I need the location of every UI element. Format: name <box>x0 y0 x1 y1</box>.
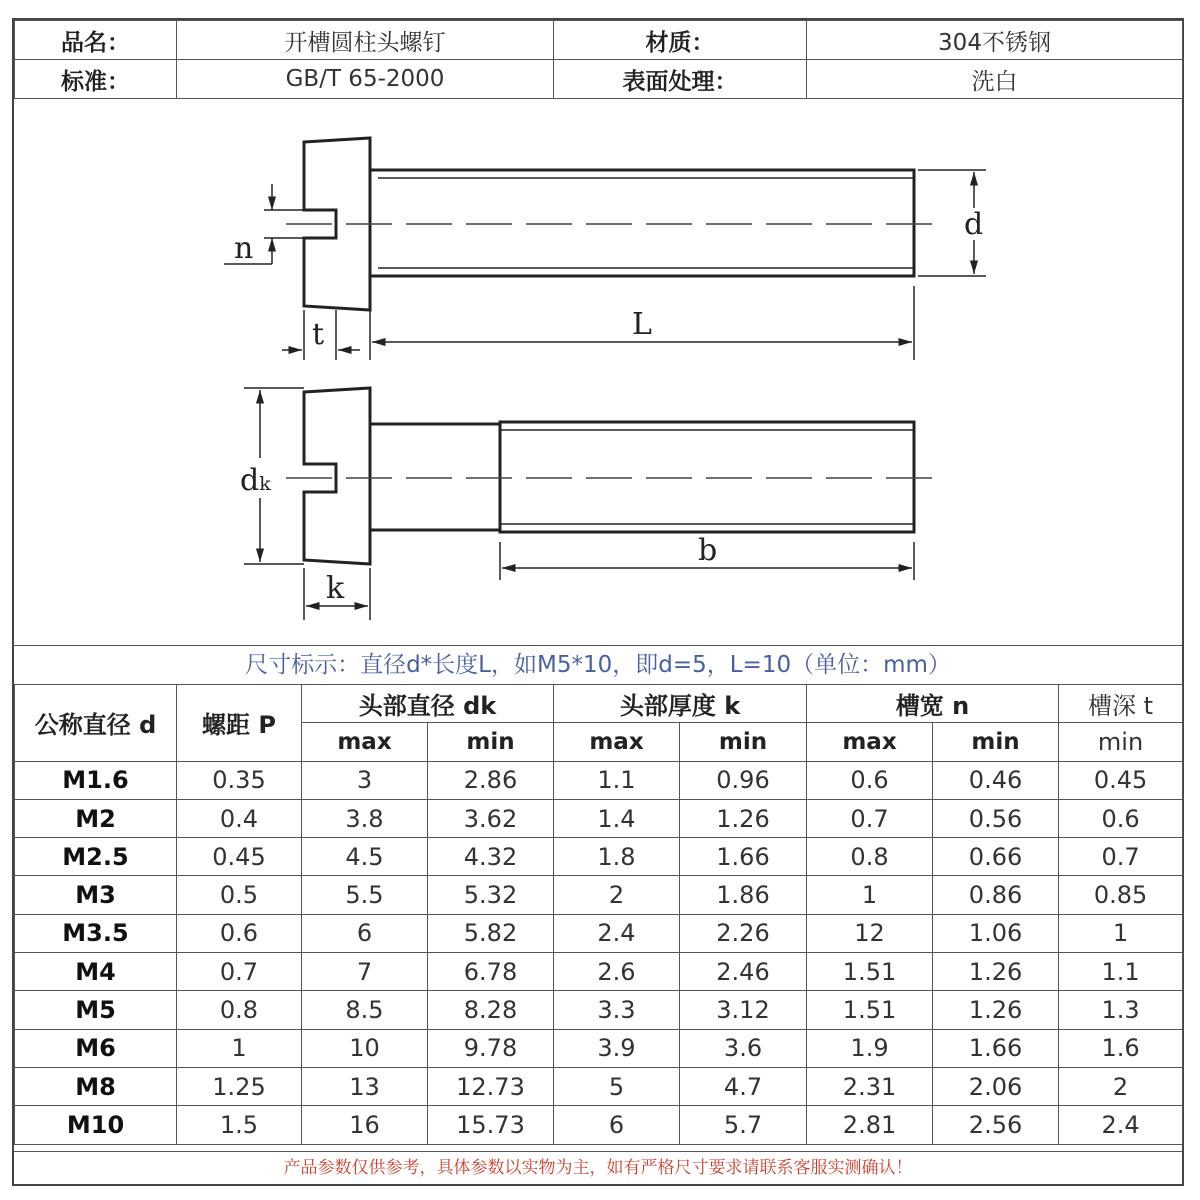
cell: 2.4 <box>554 914 680 952</box>
cell: 0.7 <box>1059 838 1183 876</box>
cell: 5.7 <box>680 1106 807 1144</box>
cell: 15.73 <box>428 1106 554 1144</box>
cell: 1.9 <box>807 1029 933 1067</box>
cell-size: M3 <box>15 876 177 914</box>
dim-t-L <box>282 286 914 360</box>
cell: 0.46 <box>933 761 1059 799</box>
cell-size: M2.5 <box>15 838 177 876</box>
cell: 2.6 <box>554 953 680 991</box>
cell: 6 <box>554 1106 680 1144</box>
threaded-section <box>500 422 914 532</box>
cell: 0.4 <box>177 799 302 837</box>
disclaimer-footer: 产品参数仅供参考，具体参数以实物为主，如有严格尺寸要求请联系客服实测确认！ <box>14 1151 1182 1184</box>
spec-sheet <box>12 18 1184 1186</box>
header-k: 头部厚度 k <box>554 685 807 723</box>
subheader-dk-min: min <box>428 723 554 761</box>
label-L: L <box>632 307 652 342</box>
cell-size: M4 <box>15 953 177 991</box>
table-row <box>15 914 1183 952</box>
table-row <box>15 1029 1183 1067</box>
cell: 5.82 <box>428 914 554 952</box>
cell: 0.8 <box>807 838 933 876</box>
cell: 5.5 <box>302 876 428 914</box>
label-k: k <box>326 571 345 606</box>
cell: 7 <box>302 953 428 991</box>
header-pitch: 螺距 P <box>177 685 302 762</box>
cell: 0.66 <box>933 838 1059 876</box>
table-row <box>15 761 1183 799</box>
dimension-note: 尺寸标示：直径d*长度L，如M5*10，即d=5，L=10（单位：mm） <box>245 652 951 678</box>
cell: 0.6 <box>807 761 933 799</box>
cell-size: M8 <box>15 1067 177 1105</box>
table-row <box>15 953 1183 991</box>
cell: 2.81 <box>807 1106 933 1144</box>
label-d: d <box>964 207 984 242</box>
surface-label: 表面处理： <box>554 60 807 99</box>
cell: 0.35 <box>177 761 302 799</box>
cell-size: M1.6 <box>15 761 177 799</box>
material-label: 材质： <box>554 21 807 60</box>
info-row <box>15 60 1183 99</box>
cell: 1 <box>807 876 933 914</box>
cell: 0.85 <box>1059 876 1183 914</box>
cell-size: M2 <box>15 799 177 837</box>
table-row <box>15 799 1183 837</box>
cell: 1.3 <box>1059 991 1183 1029</box>
cell: 1.26 <box>933 991 1059 1029</box>
cell: 6.78 <box>428 953 554 991</box>
cell-size: M6 <box>15 1029 177 1067</box>
label-n: n <box>234 231 254 266</box>
cell: 0.6 <box>177 914 302 952</box>
label-dk: dk <box>240 463 271 498</box>
cell: 3.8 <box>302 799 428 837</box>
name-label: 品名： <box>15 21 177 60</box>
cell: 0.86 <box>933 876 1059 914</box>
cell: 2.4 <box>1059 1106 1183 1144</box>
screw-thread-view <box>304 388 914 564</box>
surface-value: 洗白 <box>807 60 1183 99</box>
cell: 0.96 <box>680 761 807 799</box>
cell: 12.73 <box>428 1067 554 1105</box>
header-row <box>15 685 1183 723</box>
label-t: t <box>312 317 325 352</box>
header-dk: 头部直径 dk <box>302 685 554 723</box>
cell: 1.26 <box>933 953 1059 991</box>
cell: 5 <box>554 1067 680 1105</box>
table-row <box>15 838 1183 876</box>
cell: 3.12 <box>680 991 807 1029</box>
cell: 3.9 <box>554 1029 680 1067</box>
cell-size: M3.5 <box>15 914 177 952</box>
cell: 3.62 <box>428 799 554 837</box>
name-value: 开槽圆柱头螺钉 <box>177 21 554 60</box>
cell: 1.51 <box>807 991 933 1029</box>
product-info-table <box>14 20 1183 99</box>
cell: 1.86 <box>680 876 807 914</box>
cell: 2 <box>1059 1067 1183 1105</box>
cell: 2.06 <box>933 1067 1059 1105</box>
cell: 1.8 <box>554 838 680 876</box>
cell: 13 <box>302 1067 428 1105</box>
cell: 10 <box>302 1029 428 1067</box>
cell: 0.5 <box>177 876 302 914</box>
cell: 2.26 <box>680 914 807 952</box>
cell: 0.7 <box>807 799 933 837</box>
table-row <box>15 991 1183 1029</box>
cell: 1.1 <box>554 761 680 799</box>
standard-value: GB/T 65-2000 <box>177 60 554 99</box>
cell: 0.45 <box>177 838 302 876</box>
cell: 4.32 <box>428 838 554 876</box>
subheader-k-min: min <box>680 723 807 761</box>
cell: 4.5 <box>302 838 428 876</box>
screw-head-outline-2 <box>304 388 370 564</box>
cell: 0.6 <box>1059 799 1183 837</box>
screw-shank <box>370 170 914 276</box>
cell: 1.5 <box>177 1106 302 1144</box>
cell: 1.06 <box>933 914 1059 952</box>
cell: 3.6 <box>680 1029 807 1067</box>
label-b: b <box>698 533 718 568</box>
subheader-dk-max: max <box>302 723 428 761</box>
cell: 4.7 <box>680 1067 807 1105</box>
table-row <box>15 1106 1183 1144</box>
cell: 1.1 <box>1059 953 1183 991</box>
subheader-n-min: min <box>933 723 1059 761</box>
cell: 3.3 <box>554 991 680 1029</box>
cell: 1.26 <box>680 799 807 837</box>
screw-diagram <box>14 98 1182 646</box>
cell: 2 <box>554 876 680 914</box>
cell: 2.46 <box>680 953 807 991</box>
cell: 16 <box>302 1106 428 1144</box>
subheader-t-min: min <box>1059 723 1183 761</box>
cell: 0.56 <box>933 799 1059 837</box>
subheader-k-max: max <box>554 723 680 761</box>
spec-table <box>14 684 1183 1145</box>
cell: 12 <box>807 914 933 952</box>
cell-size: M5 <box>15 991 177 1029</box>
subheader-n-max: max <box>807 723 933 761</box>
cell: 1.66 <box>680 838 807 876</box>
cell: 6 <box>302 914 428 952</box>
info-row <box>15 21 1183 60</box>
cell: 0.8 <box>177 991 302 1029</box>
cell: 9.78 <box>428 1029 554 1067</box>
cell: 1 <box>177 1029 302 1067</box>
cell: 3 <box>302 761 428 799</box>
cell-size: M10 <box>15 1106 177 1144</box>
cell: 0.7 <box>177 953 302 991</box>
cell: 8.28 <box>428 991 554 1029</box>
cell: 1.25 <box>177 1067 302 1105</box>
header-t: 槽深 t <box>1059 685 1183 723</box>
cell: 0.45 <box>1059 761 1183 799</box>
cell: 8.5 <box>302 991 428 1029</box>
header-nominal: 公称直径 d <box>15 685 177 762</box>
cell: 2.31 <box>807 1067 933 1105</box>
table-row <box>15 876 1183 914</box>
cell: 2.56 <box>933 1106 1059 1144</box>
material-value: 304不锈钢 <box>807 21 1183 60</box>
cell: 1.4 <box>554 799 680 837</box>
cell: 1.66 <box>933 1029 1059 1067</box>
standard-label: 标准： <box>15 60 177 99</box>
cell: 1 <box>1059 914 1183 952</box>
cell: 2.86 <box>428 761 554 799</box>
header-n: 槽宽 n <box>807 685 1059 723</box>
table-row <box>15 1067 1183 1105</box>
cell: 1.6 <box>1059 1029 1183 1067</box>
cell: 1.51 <box>807 953 933 991</box>
screw-drawing <box>14 98 1182 646</box>
cell: 5.32 <box>428 876 554 914</box>
